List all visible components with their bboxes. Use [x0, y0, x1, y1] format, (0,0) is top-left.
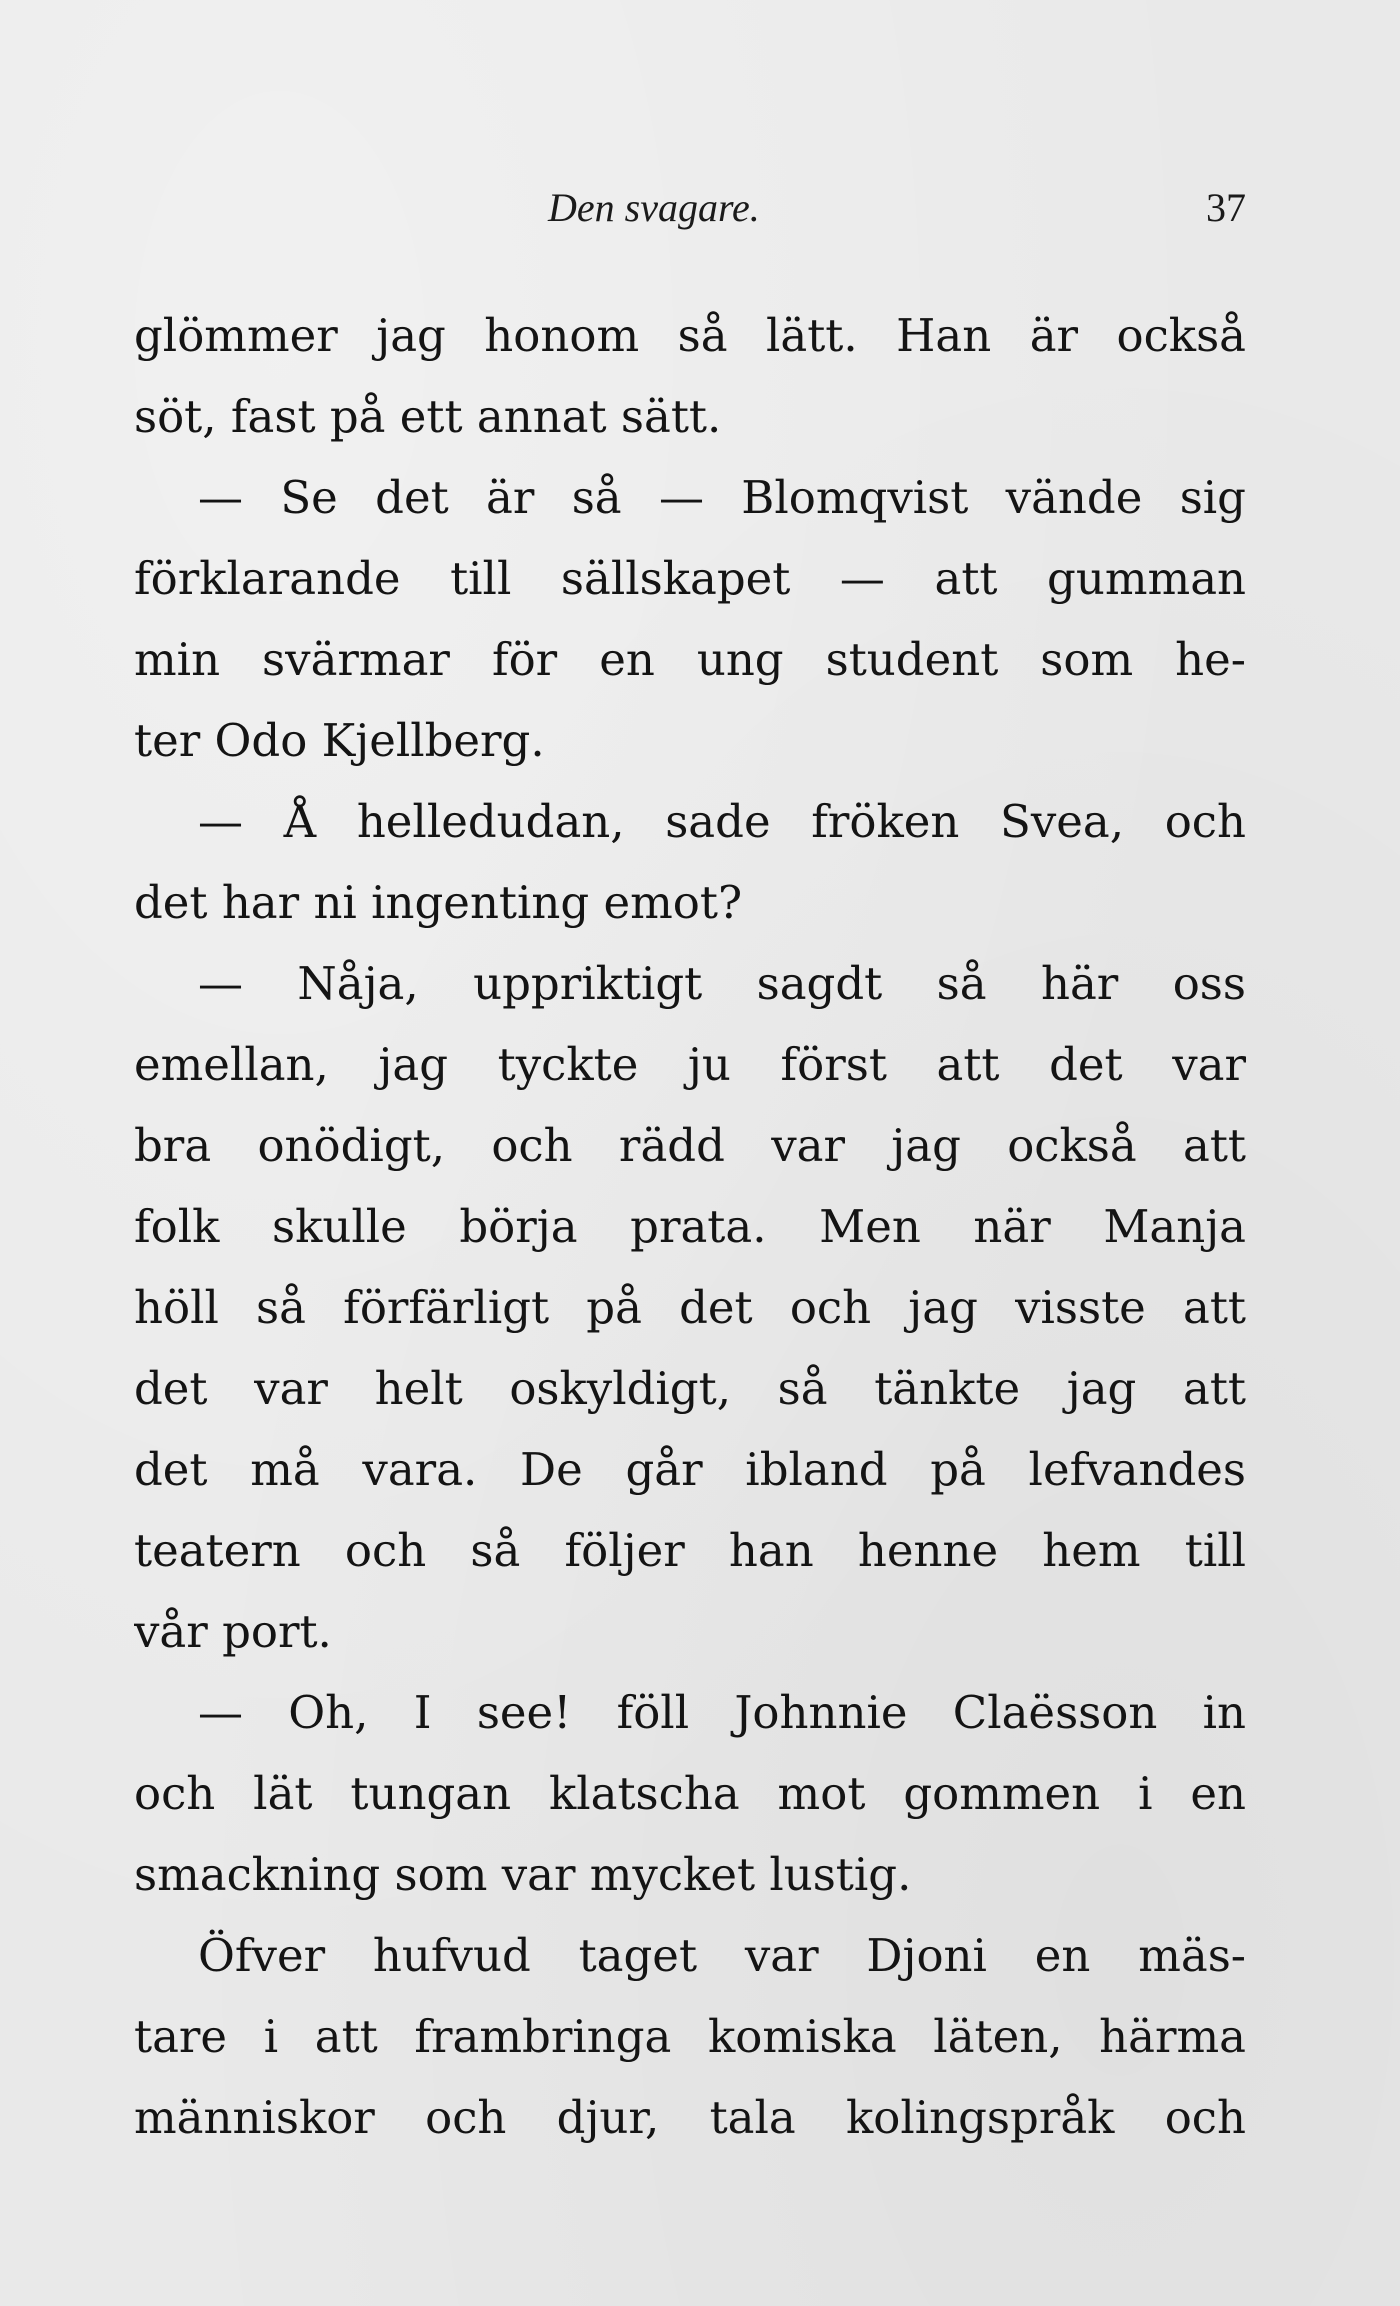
text-line: glömmer jag honom så lätt. Han är också [134, 309, 1246, 362]
text-line: höll så förfärligt på det och jag visste att [134, 1281, 1246, 1334]
text-line: min svärmar för en ung student som he- [134, 633, 1246, 686]
text-line: folk skulle börja prata. Men när Manja [134, 1200, 1246, 1253]
text-line: det har ni ingenting emot? [134, 876, 743, 929]
text-line: det må vara. De går ibland på lefvandes [134, 1443, 1246, 1496]
text-line: bra onödigt, och rädd var jag också att [134, 1119, 1246, 1172]
body-text [134, 295, 1246, 2158]
page-number: 37 [1206, 185, 1246, 230]
text-line: teatern och så följer han henne hem till [134, 1524, 1246, 1577]
text-line: smackning som var mycket lustig. [134, 1848, 912, 1901]
text-line: — Oh, I see! föll Johnnie Claësson in [198, 1686, 1246, 1739]
page-header [0, 178, 1400, 238]
text-line: — Å helledudan, sade fröken Svea, och [198, 795, 1246, 848]
text-line: söt, fast på ett annat sätt. [134, 390, 722, 443]
text-line: ter Odo Kjellberg. [134, 714, 545, 767]
running-title: Den svagare. [548, 185, 760, 230]
text-line: förklarande till sällskapet — att gumman [134, 552, 1246, 605]
text-line: — Se det är så — Blomqvist vände sig [198, 471, 1246, 524]
text-line: Öfver hufvud taget var Djoni en mäs- [198, 1929, 1246, 1982]
text-line: det var helt oskyldigt, så tänkte jag att [134, 1362, 1246, 1415]
text-line: — Nåja, uppriktigt sagdt så här oss [198, 957, 1246, 1010]
text-line: människor och djur, tala kolingspråk och [134, 2091, 1246, 2144]
text-line: tare i att frambringa komiska läten, härma [134, 2010, 1246, 2063]
text-line: vår port. [134, 1605, 332, 1658]
text-line: emellan, jag tyckte ju först att det var [134, 1038, 1246, 1091]
text-line: och lät tungan klatscha mot gommen i en [134, 1767, 1246, 1820]
